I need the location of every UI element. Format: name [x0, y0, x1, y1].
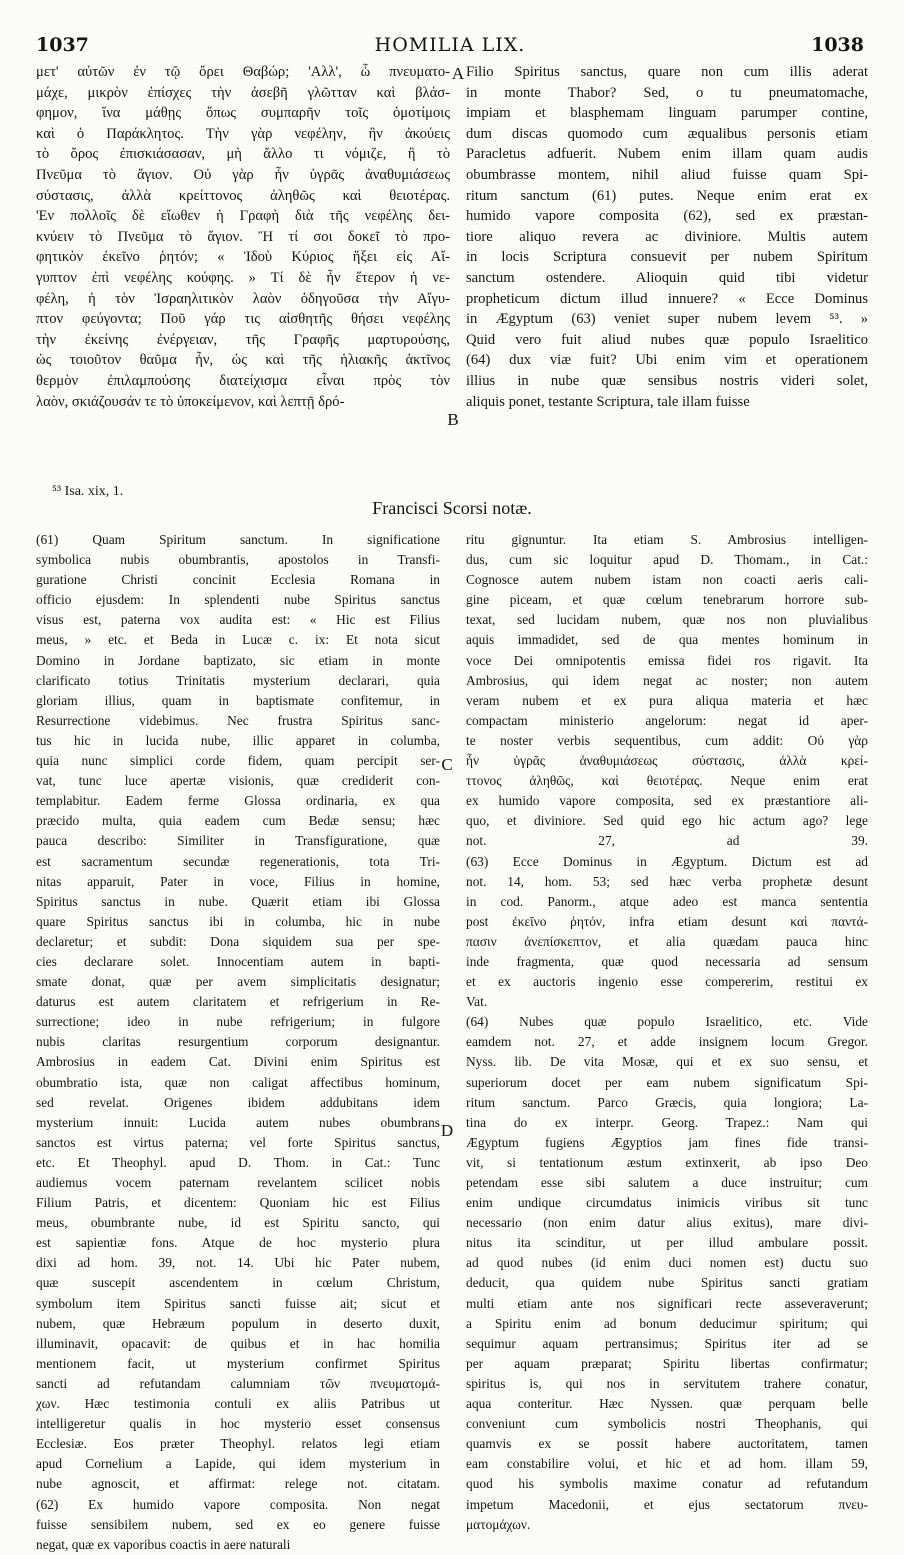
note-line: nubis claritas resurgentium corporum designantur.	[36, 1034, 440, 1050]
latin-text-line: impiam et blasphemam linguam parumper contine,	[466, 105, 868, 122]
note-line: quare Spiritus sanctus ibi in columba, hic in nube	[36, 913, 440, 929]
note-line: aqua conteritur. Hæc Nyssen. quæ perquam belle	[466, 1396, 868, 1412]
greek-text-line: ὡς τοιοῦτον θαῦμα ἦν, ὡς καὶ τῆς ἡλιακῆς ἀκτῖνος	[36, 352, 450, 369]
latin-text-line: tiore aliquo revera ac diviniore. Multis autem	[466, 228, 868, 245]
note-line: negat, quæ ex vaporibus coactis in aere naturali	[36, 1536, 291, 1552]
note-line: quod his symbolis maxime conatur ad refutandum	[466, 1476, 868, 1492]
note-line: Ambrosius in eadem Cat. Divini enim Spiritus est	[36, 1054, 440, 1070]
note-line: (63) Ecce Dominus in Ægyptum. Dictum est ad	[466, 853, 868, 869]
note-line: ττονος ἀληθῶς, καὶ θειοτέρας. Neque enim erat	[466, 773, 868, 789]
note-line: quæ suscepit ascendentem in cœlum Christum,	[36, 1275, 440, 1291]
note-line: audiemus vocem paternam revelantem scilicet nobis	[36, 1175, 440, 1190]
page-number-left: 1037	[36, 34, 89, 56]
greek-text-line: φέλη, ἡ τὸν Ἰσραηλιτικὸν λαὸν ὁδηγοῦσα τὴν Αἴγυ-	[36, 290, 450, 307]
page-number-right: 1038	[811, 34, 864, 56]
note-line: symbolica nubis obumbrantis, apostolos in Transfi-	[36, 552, 440, 568]
note-line: a Spiritu enim ad bonum deducimur spiritum; qui	[466, 1315, 868, 1331]
greek-text-line: κνύειν τὸ Πνεῦμα τὸ ἅγιον. Ἢ τί σοι δοκεῖ τὸ προ-	[36, 228, 450, 245]
note-line: quia nunc simplici corde fidem, quam percipit ser-	[36, 753, 440, 769]
note-line: gine piceam, et quæ cœlum tenebrarum horrore sub-	[466, 592, 868, 608]
note-line: compactam ministerio angelorum: negat id aper-	[466, 712, 868, 728]
note-line: meus, » etc. et Beda in Lucæ c. ix: Et nota sicut	[36, 632, 440, 648]
note-line: texat, sed lucidam nubem, quæ nos non pluvialibus	[466, 612, 868, 628]
note-line: quamvis ex se possit habere auctoritatem, tamen	[466, 1436, 868, 1452]
note-line: nube agnoscit, et affirmat: relege not. citatam.	[36, 1476, 440, 1492]
margin-letter-d: D	[440, 1121, 454, 1140]
note-line: dus, cum sic loquitur apud D. Thomam., in Cat.:	[466, 552, 868, 568]
greek-text-line: Πνεῦμα τὸ ἅγιον. Οὐ γὰρ ἦν ὑγρᾶς ἀναθυμιάσεως	[36, 166, 450, 183]
note-line: πασιν ἀνεπίσκεπτον, et alia quædam pauca hinc	[466, 933, 868, 949]
note-line: sancti ad refutandam calumniam τῶν πνευματομά-	[36, 1375, 440, 1391]
note-line: et ex auctoris ingenio esse compererim, restitui ex	[466, 974, 868, 990]
note-line: illuminavit, opacavit: de quibus et in hac homilia	[36, 1335, 440, 1351]
note-line: ἦν ὑγρᾶς ἀναθυμιάσεως σύστασις, ἀλλὰ κρεί-	[466, 753, 868, 769]
note-line: (62) Ex humido vapore composita. Non negat	[36, 1496, 440, 1512]
note-line: eam constabilire volui, et hic et ad hom. illam 59,	[466, 1456, 868, 1472]
greek-text-line: 'Εν πολλοῖς δὲ εἴωθεν ἡ Γραφὴ διὰ τῆς νεφέλης δει-	[36, 208, 450, 225]
latin-text-column	[466, 62, 868, 412]
note-line: est sacramentum secundæ regenerationis, tota Tri-	[36, 853, 440, 869]
note-line: daturus est autem claritatem et refrigerium in Re-	[36, 994, 440, 1010]
note-line: cies declarare solet. Innocentiam autem in bapti-	[36, 953, 440, 969]
margin-letter-c: C	[441, 755, 453, 774]
greek-text-line: φημον, ἵνα μάθῃς ὅπως συμπαρῆν τοῖς ὁμοτίμοις	[36, 105, 450, 122]
latin-text-line: propheticum dictum illud innuere? « Ecce Dominus	[466, 290, 868, 307]
note-line: præcido multa, quia eadem cum Bedæ sensu; hæc	[36, 813, 440, 829]
note-line: gloriam illius, quam in baptismate confitemur, in	[36, 692, 440, 708]
running-title: HOMILIA LIX.	[374, 34, 526, 56]
note-line: templabitur. Eadem ferme Glossa ordinaria, ex qua	[36, 793, 440, 809]
note-line: χων. Hæc testimonia contuli ex aliis Patribus ut	[36, 1396, 440, 1412]
note-line: guratione Christi concinit Ecclesia Romana in	[36, 572, 440, 588]
note-line: ritum sanctum. Parco Græcis, quia longiora; La-	[466, 1094, 868, 1110]
note-line: necessario (non enim datur alius exitus), mare divi-	[466, 1215, 868, 1231]
note-line: nitas apparuit, Pater in voce, Filius in homine,	[36, 873, 440, 889]
note-line: quo, et diviniore. Sed quid ego hic actum ago? lege	[466, 813, 868, 829]
latin-text-line: in locis Scriptura consuevit per nubem Spiritum	[466, 249, 868, 266]
note-line: dixi ad hom. 39, not. 14. Ubi hic Pater nubem,	[36, 1255, 440, 1271]
note-line: inde fragmenta, quæ quod necessaria ad sensum	[466, 953, 868, 969]
note-line: ritu gignuntur. Ita etiam S. Ambrosius intelligen-	[466, 532, 868, 547]
note-line: deducit, qua quidem nube Spiritus sancti gratiam	[466, 1275, 868, 1291]
greek-text-line: σύστασις, ἀλλὰ κρείττονος ἀληθῶς καὶ θειοτέρας.	[36, 187, 450, 204]
note-line: Ægyptum fugiens Ægyptios jam fines fide transi-	[466, 1134, 868, 1150]
latin-text-line: sanctum ostendere. Alioquin quid tibi videtur	[466, 269, 868, 286]
note-line: ex humido vapore composita, sed ex præstantiore ali-	[466, 793, 868, 809]
note-line: obumbratio ista, quæ non caligat affectibus hominum,	[36, 1074, 440, 1090]
note-line: Filium Patris, et dicentem: Quoniam hic est Filius	[36, 1195, 440, 1211]
note-line: symbolum item Spiritus sancti fuisse ait; sicut et	[36, 1295, 440, 1311]
note-line: apud Cornelium a Lapide, qui idem mysterium in	[36, 1456, 440, 1472]
running-header	[36, 34, 864, 60]
note-line: nubem, quæ Hebræum populum in deserto duxit,	[36, 1315, 440, 1331]
latin-text-line: in monte Thabor? Sed, o tu pneumatomache,	[466, 84, 868, 101]
note-line: Ambrosius, qui idem negat ac noster; non autem	[466, 672, 868, 688]
note-line: petendam esse sibi salutem a duce instruitur; cum	[466, 1175, 868, 1190]
note-line: visus est, paterna vox audita est: « Hic est Filius	[36, 612, 440, 628]
greek-text-column	[36, 62, 450, 412]
latin-text-line: obumbrasse montem, nihil aliud fuisse quam Spi-	[466, 166, 868, 183]
note-line: per aquam præparat; Spiritu libertas confirmatur;	[466, 1355, 868, 1371]
note-line: etc. Et Theophyl. apud D. Thom. in Cat.: Tunc	[36, 1154, 440, 1170]
note-line: in cod. Panorm., atque adeo est manca sententia	[466, 893, 868, 909]
greek-text-line: μάχε, μικρὸν ἐπίσχες τὴν ἀσεβῆ γλῶτταν καὶ βλάσ-	[36, 84, 450, 101]
note-line: ματομάχων.	[466, 1516, 531, 1532]
note-line: fuisse sensibilem nubem, sed ex eo genere fuisse	[36, 1516, 440, 1532]
latin-text-line: (64) dux viæ fuit? Ubi enim vim et operationem	[466, 352, 868, 369]
latin-text-line: aliquis ponet, testante Scriptura, tale illam fuisse	[466, 393, 750, 410]
latin-text-line: in Ægyptum (63) veniet super nubem levem ⁵³. »	[466, 311, 868, 328]
note-line: nitus ita scinditur, ut per illud ambulare possit.	[466, 1235, 868, 1251]
greek-text-line: πτον φεύγοντα; Ποῦ γάρ τις αἰσθητῆς θήσει νεφέλης	[36, 311, 450, 328]
note-line: tus hic in lucida nube, illic apparet in columba,	[36, 732, 440, 748]
note-line: Resurrectione videbimus. Nec frustra Spiritus sanc-	[36, 712, 440, 728]
latin-text-line: Filio Spiritus sanctus, quare non cum illis aderat	[466, 64, 868, 80]
latin-text-line: Quid vero fuit aliud nubes quæ populo Israelitico	[466, 331, 868, 348]
notes-right-column	[466, 530, 868, 1535]
note-line: post ἐκεῖνο ῥητόν, infra etiam desunt καὶ παντά-	[466, 913, 868, 929]
latin-text-line: ritum sanctum (61) putes. Neque enim erat ex	[466, 187, 868, 204]
greek-text-line: φητικὸν ἐκεῖνο ῥητόν; « Ἰδοὺ Κύριος ἥξει εἰς Αἴ-	[36, 249, 450, 266]
note-line: ad quod nubes (id enim duci nomen est) ductu suo	[466, 1255, 868, 1271]
note-line: Nyss. lib. De vita Mosæ, qui et ex suo sensu, et	[466, 1054, 868, 1070]
note-line: impetum Macedonii, et ejus sectatorum πνευ-	[466, 1496, 868, 1512]
margin-letter-a: A	[451, 64, 465, 83]
note-line: tina do ex interpr. Georg. Trapez.: Nam qui	[466, 1114, 868, 1130]
note-line: meus, obumbrante nube, id est Spiritu sancto, qui	[36, 1215, 440, 1231]
note-line: conveniunt cum symbolicis nostri Theophanis, qui	[466, 1416, 868, 1432]
note-line: mysterium innuit: Lucida autem nubes obumbrans	[36, 1114, 440, 1130]
note-line: veram nubem et ex pura aliqua materia et hæc	[466, 692, 868, 708]
note-line: (64) Nubes quæ populo Israelitico, etc. Vide	[466, 1014, 868, 1030]
greek-text-line: λαὸν, σκιάζουσάν τε τὸ ὑποκείμενον, καὶ λεπτῇ δρό-	[36, 393, 345, 410]
note-line: not. 14, hom. 53; sed hæc verba prophetæ desunt	[466, 873, 868, 889]
latin-text-line: illius in nube quæ sensibus nostris videri solet,	[466, 372, 868, 389]
note-line: eamdem not. 27, et adde insignem locum Gregor.	[466, 1034, 868, 1050]
note-line: vat, tunc luce apertæ visionis, quæ crediderit con-	[36, 773, 440, 789]
greek-text-line: τὴν ἐκείνης ἐνέργειαν, τῆς Γραφῆς μαρτυρούσης,	[36, 331, 450, 348]
note-line: multi etiam ante nos significari recte asseveraverunt;	[466, 1295, 868, 1311]
greek-text-line: καὶ ὁ Παράκλητος. Τὴν γὰρ νεφέλην, ἣν ἀκούεις	[36, 125, 450, 142]
note-line: vit, si tentationum æstum extinxerit, ab ipso Deo	[466, 1154, 868, 1170]
greek-text-line: θερμὸν ἐπιλαμπούσης διατείχισμα εἶναι πρὸς τὸν	[36, 372, 450, 389]
note-line: Spiritus sanctus in nube. Quærit etiam ibi Glossa	[36, 893, 440, 909]
note-line: sanctos est virtus paterna; vel forte Spiritus sanctus,	[36, 1134, 440, 1150]
note-line: (61) Quam Spiritum sanctum. In significatione	[36, 532, 440, 547]
latin-text-line: dum discas quomodo cum æqualibus personis etiam	[466, 125, 868, 142]
note-line: pauca describo: Similiter in Transfiguratione, quæ	[36, 833, 440, 849]
note-line: enim undique circumdatus inimicis viribus sit tunc	[466, 1195, 868, 1211]
note-line: Vat.	[466, 994, 488, 1010]
note-line: intelligeretur qualis in hoc mysterio esset consensus	[36, 1416, 440, 1432]
note-line: te noster verbis sequentibus, cum addit: Οὐ γὰρ	[466, 732, 868, 748]
note-line: Domino in Jordane baptizato, sic etiam in monte	[36, 652, 440, 668]
note-line: Cognosce autem nubem istam non coacti aeris cali-	[466, 572, 868, 588]
note-line: sequimur aquam pertransimus; Spiritus iter ad se	[466, 1335, 868, 1351]
footnote: ⁵³ Isa. xix, 1.	[52, 484, 124, 499]
latin-text-line: Paracletus adfuerit. Nubem enim illam quam audis	[466, 146, 868, 163]
note-line: declaretur; et subdit: Dona siquidem sua per spe-	[36, 933, 440, 949]
note-line: aquis immadidet, sed de qua mentes hominum in	[466, 632, 868, 648]
note-line: smate donat, quæ per avem simplicitatis designatur;	[36, 974, 440, 990]
latin-text-line: humido vapore composita (62), sed ex præstan-	[466, 208, 868, 225]
notes-title: Francisci Scorsi notæ.	[372, 498, 532, 518]
note-line: not. 27, ad 39.	[466, 833, 868, 849]
note-line: surrectione; ideo in nube refrigerium; in fulgore	[36, 1014, 440, 1030]
greek-text-line: τὸ ὄρος ἐπισκιάσασαν, μὴ ἄλλο τι νόμιζε, ἢ τὸ	[36, 146, 450, 163]
notes-left-column	[36, 530, 440, 1555]
margin-letter-b: B	[447, 410, 459, 429]
note-line: spiritus is, qui nos in servitutem trahere conatur,	[466, 1375, 868, 1391]
note-line: officio ejusdem: In splendenti nube Spiritus sanctus	[36, 592, 440, 608]
note-line: voce Dei omnipotentis emissa fidei ros rigavit. Ita	[466, 652, 868, 668]
greek-text-line: μετ' αὐτῶν ἐν τῷ ὄρει Θαβώρ; 'Αλλ', ὦ πνευματο-	[36, 64, 450, 80]
note-line: sed revelat. Origenes ibidem addubitans idem	[36, 1094, 440, 1110]
note-line: mentionem facit, ut mysterium confirmet Spiritus	[36, 1355, 440, 1371]
note-line: Ecclesiæ. Eos præter Theophyl. relatos legi etiam	[36, 1436, 440, 1452]
note-line: superiorum docet per eam nubem significatum Spi-	[466, 1074, 868, 1090]
note-line: clarificato totius Trinitatis mysterium declarari, quia	[36, 672, 440, 688]
greek-text-line: γυπτον ἐπὶ νεφέλης κούφης. » Τί δὲ ἦν ἕτερον ἡ νε-	[36, 269, 450, 286]
note-line: est sapientiæ fons. Atque de hoc mysterio plura	[36, 1235, 440, 1251]
